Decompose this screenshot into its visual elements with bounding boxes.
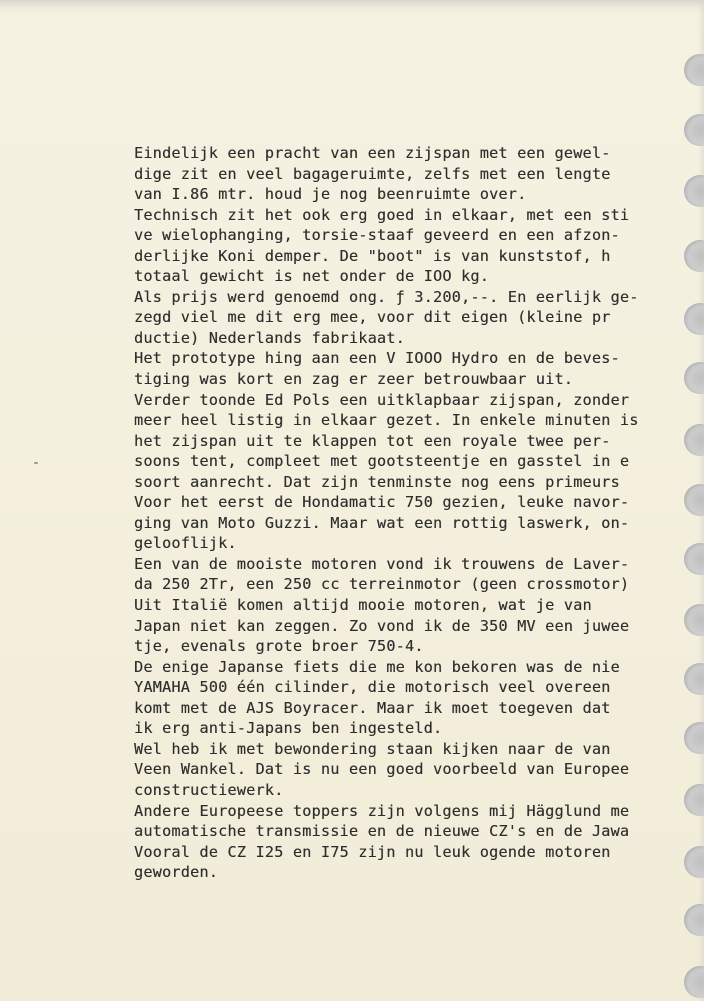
text-line: het zijspan uit te klappen tot een royale twee per- — [134, 431, 611, 450]
text-line: ik erg anti-Japans ben ingesteld. — [134, 719, 443, 738]
text-line: meer heel listig in elkaar gezet. In enkele minuten is — [134, 411, 639, 430]
text-line: Verder toonde Ed Pols een uitklapbaar zijspan, zonder — [134, 390, 630, 409]
text-line: Veen Wankel. Dat is nu een goed voorbeeld van Europee — [134, 760, 630, 779]
text-line: dige zit en veel bagageruimte, zelfs met een lengte — [134, 164, 611, 183]
paper-speck — [34, 462, 38, 464]
text-line: constructiewerk. — [134, 780, 284, 799]
text-line: zegd viel me dit erg mee, voor dit eigen (kleine pr — [134, 308, 611, 327]
text-line: soons tent, compleet met gootsteentje en gasstel in e — [134, 452, 630, 471]
document-body — [134, 143, 694, 903]
page-top-edge — [0, 0, 704, 14]
text-line: da 250 2Tr, een 250 cc terreinmotor (geen crossmotor) — [134, 575, 630, 594]
text-line: automatische transmissie en de nieuwe CZ's en de Jawa — [134, 822, 630, 841]
text-line: Andere Europeese toppers zijn volgens mij Hägglund me — [134, 801, 630, 820]
binder-hole — [684, 114, 704, 146]
text-line: Vooral de CZ I25 en I75 zijn nu leuk ogende motoren — [134, 842, 611, 861]
text-line: tje, evenals grote broer 750-4. — [134, 637, 424, 656]
text-line: geworden. — [134, 863, 219, 882]
binder-hole — [684, 54, 704, 86]
text-line: Japan niet kan zeggen. Zo vond ik de 350 MV een juwee — [134, 616, 630, 635]
text-line: ging van Moto Guzzi. Maar wat een rottig laswerk, on- — [134, 513, 630, 532]
text-line: Uit Italië komen altijd mooie motoren, wat je van — [134, 596, 592, 615]
text-line: Als prijs werd genoemd ong. ƒ 3.200,--. En eerlijk ge- — [134, 287, 639, 306]
text-line: Eindelijk een pracht van een zijspan met een gewel- — [134, 144, 611, 162]
text-line: De enige Japanse fiets die me kon bekoren was de nie — [134, 657, 620, 676]
text-line: ve wielophanging, torsie-staaf geveerd en een afzon- — [134, 226, 620, 245]
text-line: Technisch zit het ook erg goed in elkaar, met een sti — [134, 205, 630, 224]
text-line: komt met de AJS Boyracer. Maar ik moet toegeven dat — [134, 698, 611, 717]
text-line: gelooflijk. — [134, 534, 237, 553]
text-line: tiging was kort en zag er zeer betrouwbaar uit. — [134, 370, 574, 389]
text-line: derlijke Koni demper. De "boot" is van kunststof, h — [134, 246, 611, 265]
text-line: Een van de mooiste motoren vond ik trouwens de Laver- — [134, 554, 630, 573]
binder-hole — [684, 904, 704, 936]
text-line: soort aanrecht. Dat zijn tenminste nog eens primeurs — [134, 472, 620, 491]
binder-hole — [684, 966, 704, 998]
text-line: Wel heb ik met bewondering staan kijken naar de van — [134, 739, 611, 758]
text-line: Het prototype hing aan een V IOOO Hydro en de beves- — [134, 349, 620, 368]
text-line: Voor het eerst de Hondamatic 750 gezien, leuke navor- — [134, 493, 630, 512]
text-line: totaal gewicht is net onder de IOO kg. — [134, 267, 490, 286]
text-line: van I.86 mtr. houd je nog beenruimte over. — [134, 185, 527, 204]
text-line: YAMAHA 500 één cilinder, die motorisch veel overeen — [134, 678, 611, 697]
text-line: ductie) Nederlands fabrikaat. — [134, 328, 405, 347]
